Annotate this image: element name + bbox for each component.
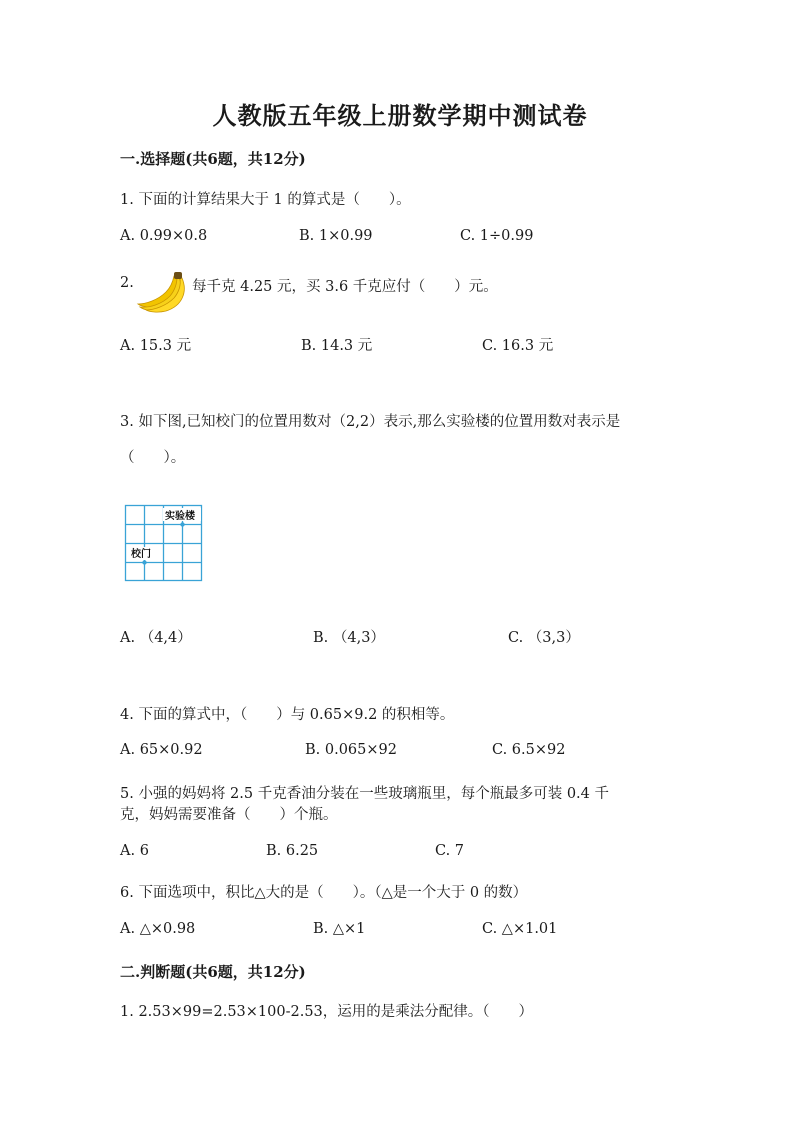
question-3-option-a: A. （4,4） xyxy=(120,630,192,646)
question-6-option-c: C. △×1.01 xyxy=(482,921,558,937)
question-5-text-line1: 5. 小强的妈妈将 2.5 千克香油分装在一些玻璃瓶里，每个瓶最多可装 0.4 千 xyxy=(120,786,609,802)
question-3-text-line2: （ ）。 xyxy=(120,450,186,466)
question-3-text-line1: 3. 如下图,已知校门的位置用数对（2,2）表示,那么实验楼的位置用数对表示是 xyxy=(120,414,621,430)
question-1-text: 1. 下面的计算结果大于 1 的算式是（ ）。 xyxy=(120,192,411,208)
section-heading-judgement: 二.判断题(共6题，共12分) xyxy=(120,963,306,981)
question-4-text: 4. 下面的算式中，（ ）与 0.65×9.2 的积相等。 xyxy=(120,707,455,723)
banana-icon xyxy=(136,270,188,312)
judgement-1-text: 1. 2.53×99=2.53×100-2.53，运用的是乘法分配律。（ ） xyxy=(120,1004,534,1020)
question-6-text: 6. 下面选项中，积比△大的是（ ）。（△是一个大于 0 的数） xyxy=(120,885,528,901)
coordinate-grid-figure xyxy=(125,505,203,581)
section-heading-choice: 一.选择题(共6题，共12分) xyxy=(120,150,306,168)
lab-label: 实验楼 xyxy=(165,511,195,522)
question-4-option-c: C. 6.5×92 xyxy=(492,742,566,758)
gate-label: 校门 xyxy=(131,549,151,560)
question-3-option-c: C. （3,3） xyxy=(508,630,580,646)
question-4-option-b: B. 0.065×92 xyxy=(305,742,397,758)
question-2-text: 每千克 4.25 元，买 3.6 千克应付（ ）元。 xyxy=(192,279,498,295)
question-1-option-b: B. 1×0.99 xyxy=(299,228,373,244)
question-5-option-a: A. 6 xyxy=(120,843,149,859)
question-6-option-a: A. △×0.98 xyxy=(120,921,196,937)
question-2-option-a: A. 15.3 元 xyxy=(120,338,192,354)
question-4-option-a: A. 65×0.92 xyxy=(120,742,203,758)
question-2-number: 2. xyxy=(120,275,134,291)
question-5-option-b: B. 6.25 xyxy=(266,843,319,859)
gate-point xyxy=(142,560,146,564)
question-3-option-b: B. （4,3） xyxy=(313,630,385,646)
question-5-text-line2: 克，妈妈需要准备（ ）个瓶。 xyxy=(120,807,338,823)
page-title: 人教版五年级上册数学期中测试卷 xyxy=(212,101,588,130)
question-6-option-b: B. △×1 xyxy=(313,921,366,937)
lab-point xyxy=(180,522,184,526)
question-1-option-a: A. 0.99×0.8 xyxy=(120,228,208,244)
question-5-option-c: C. 7 xyxy=(435,843,465,859)
question-1-option-c: C. 1÷0.99 xyxy=(460,228,534,244)
question-2-option-c: C. 16.3 元 xyxy=(482,338,554,354)
question-2-option-b: B. 14.3 元 xyxy=(301,338,373,354)
